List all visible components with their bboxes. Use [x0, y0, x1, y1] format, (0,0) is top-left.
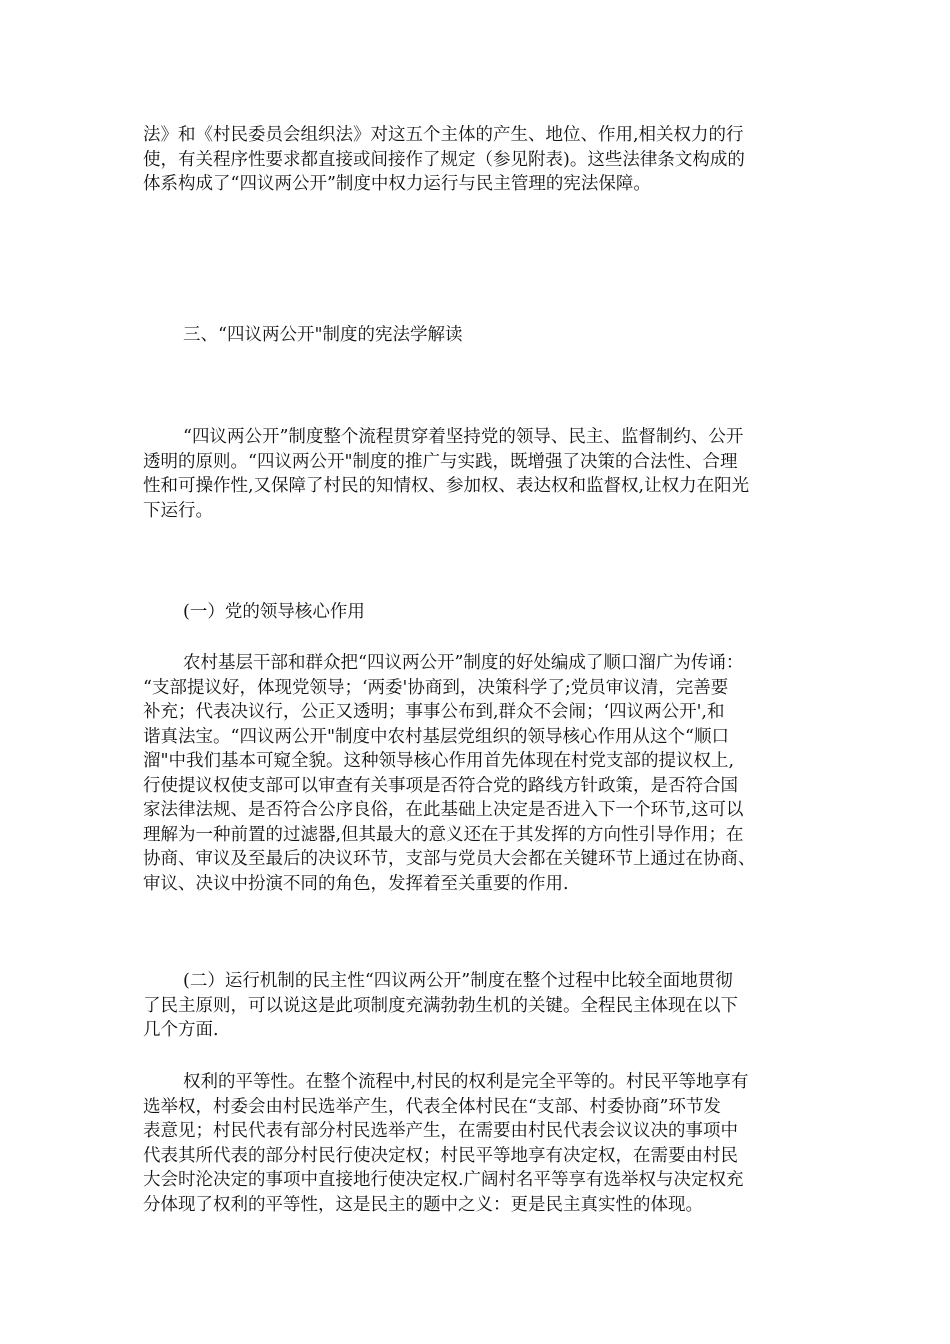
text-line: 使，有关程序性要求都直接或间接作了规定（参见附表)。这些法律条文构成的 [143, 149, 745, 170]
text-line: “四议两公开”制度整个流程贯穿着坚持党的领导、民主、监督制约、公开 [183, 427, 744, 447]
heading-text: (一）党的领导核心作用 [183, 602, 365, 622]
text-line: 大会时沦决定的事项中直接地行使决定权.广阔村名平等享有选举权与决定权充 [143, 1170, 744, 1190]
text-line: 行使提议权使支部可以审查有关事项是否符合党的路线方针政策，是否符合国 [143, 775, 738, 796]
text-line: “支部提议好，体现党领导；‘两委'协商到，决策科学了;党员审议清，完善要 [143, 677, 729, 698]
text-line: 性和可操作性,又保障了村民的知情权、参加权、表达权和监督权,让权力在阳光 [143, 476, 750, 496]
paragraph-legal-basis [143, 123, 815, 197]
text-line: 选举权，村委会由村民选举产生，代表全体村民在“支部、村委协商”环节发 [143, 1096, 721, 1117]
text-line: 表意见；村民代表有部分村民选举产生，在需要由村民代表会议议决的事项中 [143, 1121, 738, 1141]
text-line: 农村基层干部和群众把“四议两公开”制度的好处编成了顺口溜广为传诵： [183, 653, 744, 673]
text-line: (二）运行机制的民主性“四议两公开”制度在整个过程中比较全面地贯彻 [183, 971, 733, 991]
text-line: 了民主原则，可以说这是此项制度充满勃勃生机的关键。全程民主体现在以下 [143, 995, 738, 1016]
text-line: 理解为一种前置的过滤器,但其最大的意义还在于其发挥的方向性引导作用；在 [143, 824, 744, 845]
paragraph-principles [143, 425, 815, 523]
text-line: 补充；代表决议行，公正又透明；事事公布到,群众不会闹；‘四议两公开',和 [143, 702, 725, 722]
paragraph-democratic-mechanism [143, 969, 815, 1043]
text-line: 谐真法宝。“四议两公开"制度中农村基层党组织的领导核心作用从这个“顺口 [143, 726, 729, 747]
text-line: 几个方面. [143, 1020, 219, 1040]
text-line: 透明的原则。“四议两公开"制度的推广与实践，既增强了决策的合法性、合理 [143, 451, 738, 472]
text-line: 下运行。 [143, 500, 213, 521]
paragraph-equality-of-rights [143, 1070, 815, 1217]
heading-text: 三、“四议两公开"制度的宪法学解读 [183, 325, 463, 345]
text-line: 溜"中我们基本可窥全貌。这种领导核心作用首先体现在村党支部的提议权上, [143, 751, 735, 771]
text-line: 家法律法规、是否符合公序良俗，在此基础上决定是否进入下一个环节,这可以 [143, 800, 744, 820]
text-line: 协商、审议及至最后的决议环节，支部与党员大会都在关键环节上通过在协商、 [143, 849, 756, 869]
text-line: 审议、决议中扮演不同的角色，发挥着至关重要的作用. [143, 873, 569, 894]
text-line: 法》和《村民委员会组织法》对这五个主体的产生、地位、作用,相关权力的行 [143, 125, 744, 145]
section-heading-3 [143, 323, 855, 348]
text-line: 分体现了权利的平等性，这是民主的题中之义：更是民主真实性的体现。 [143, 1194, 703, 1215]
subsection-heading-1 [143, 600, 855, 625]
text-line: 代表其所代表的部分村民行使决定权；村民平等地享有决定权，在需要由村民 [143, 1145, 738, 1166]
text-line: 权利的平等性。在整个流程中,村民的权利是完全平等的。村民平等地享有 [183, 1072, 749, 1092]
text-line: 体系构成了“四议两公开”制度中权力运行与民主管理的宪法保障。 [143, 174, 651, 194]
paragraph-party-leadership [143, 651, 815, 896]
